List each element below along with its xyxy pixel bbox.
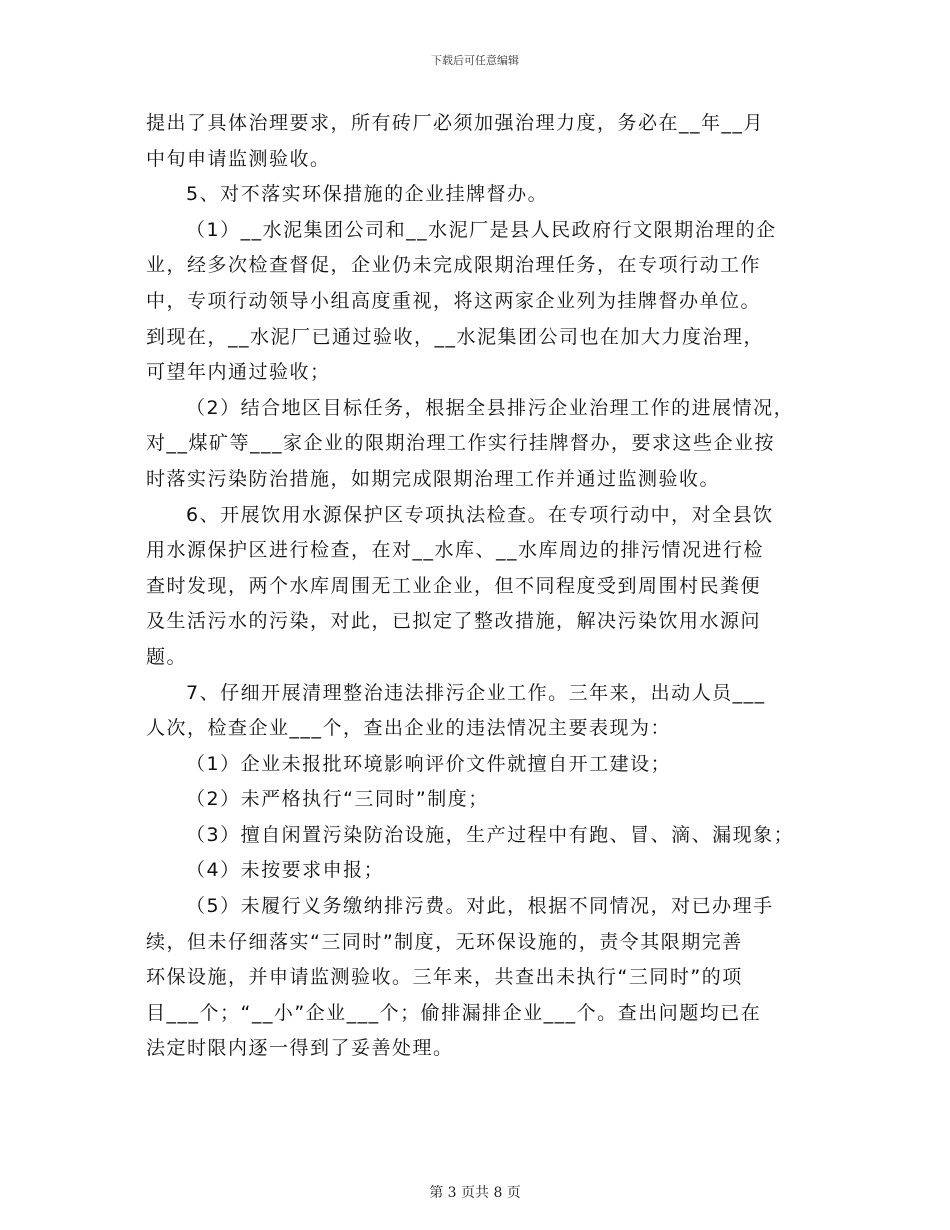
text-line: 中旬申请监测验收。 <box>146 147 331 170</box>
text-line: 7、仔细开展清理整治违法排污企业工作。三年来，出动人员___ <box>186 681 766 704</box>
text-line: （3）擅自闲置污染防治设施，生产过程中有跑、冒、滴、漏现象； <box>186 823 795 846</box>
text-line: 6、开展饮用水源保护区专项执法检查。在专项行动中，对全县饮 <box>186 503 774 526</box>
text-line: 续，但未仔细落实“三同时”制度，无环保设施的，责令其限期完善 <box>146 930 743 953</box>
text-line: 及生活污水的污染，对此，已拟定了整改措施，解决污染饮用水源问 <box>146 610 762 633</box>
text-line: 环保设施，并申请监测验收。三年来，共查出未执行“三同时”的项 <box>146 966 743 989</box>
text-line: 到现在，__水泥厂已通过验收，__水泥集团公司也在加大力度治理， <box>146 325 765 348</box>
text-line: 用水源保护区进行检查，在对__水库、__水库周边的排污情况进行检 <box>146 539 765 562</box>
text-line: 查时发现，两个水库周围无工业企业，但不同程度受到周围村民粪便 <box>146 574 762 597</box>
text-line: 提出了具体治理要求，所有砖厂必须加强治理力度，务必在__年__月 <box>146 112 765 134</box>
text-line: （1）__水泥集团公司和__水泥厂是县人民政府行文限期治理的企 <box>186 218 777 241</box>
text-line: 对__煤矿等___家企业的限期治理工作实行挂牌督办，要求这些企业按 <box>146 432 776 455</box>
text-line: 时落实污染防治措施，如期完成限期治理工作并通过监测验收。 <box>146 467 721 490</box>
text-line: 题。 <box>146 645 188 668</box>
text-line: 法定时限内逐一得到了妥善处理。 <box>146 1037 454 1060</box>
page-footer: 第 3 页共 8 页 <box>429 1185 521 1201</box>
text-line: 可望年内通过验收； <box>146 361 331 384</box>
text-line: （2）未严格执行“三同时”制度； <box>186 788 489 811</box>
text-line: 业，经多次检查督促，企业仍未完成限期治理任务，在专项行动工作 <box>146 254 762 277</box>
text-line: 人次，检查企业___个，查出企业的违法情况主要表现为： <box>146 717 672 740</box>
page-header: 下载后可任意编辑 <box>431 54 519 67</box>
text-line: （5）未履行义务缴纳排污费。对此，根据不同情况，对已办理手 <box>186 895 774 918</box>
document-body <box>146 106 826 1067</box>
text-line: 目___个；“__小”企业___个；偷排漏排企业___个。查出问题均已在 <box>146 1001 762 1024</box>
text-line: （2）结合地区目标任务，根据全县排污企业治理工作的进展情况， <box>186 396 795 419</box>
text-line: 中，专项行动领导小组高度重视，将这两家企业列为挂牌督办单位。 <box>146 289 762 312</box>
text-line: （4）未按要求申报； <box>186 859 385 882</box>
text-line: （1）企业未报批环境影响评价文件就擅自开工建设； <box>186 752 672 775</box>
text-line: 5、对不落实环保措施的企业挂牌督办。 <box>186 183 549 206</box>
